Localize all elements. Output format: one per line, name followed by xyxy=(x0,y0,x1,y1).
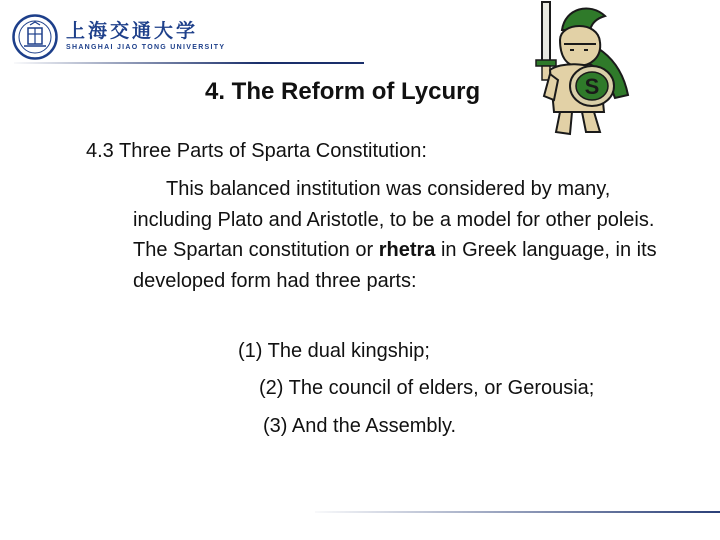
list-item-3: (3) And the Assembly. xyxy=(263,415,457,437)
logo-chinese-name: 上海交通大学 xyxy=(66,20,199,42)
logo-english-name: SHANGHAI JIAO TONG UNIVERSITY xyxy=(66,44,226,51)
list-item-2: (2) The council of elders, or Gerousia; xyxy=(259,377,595,399)
paragraph-text-start: This balanced institution was considered by many, including Plato and Aristotle, to be a model for other poleis. The Spartan constitution or xyxy=(133,178,655,261)
university-logo xyxy=(12,14,226,60)
slide-title: 4. The Reform of Lycurg xyxy=(205,78,481,105)
header-divider xyxy=(14,62,364,64)
university-seal-icon xyxy=(12,14,58,60)
shield-letter: S xyxy=(584,74,600,99)
paragraph-text-end: in Greek language, in its developed form had three parts: xyxy=(133,239,657,292)
footer-divider xyxy=(315,511,720,513)
section-subtitle: 4.3 Three Parts of Sparta Constitution: xyxy=(86,140,427,162)
body-paragraph xyxy=(133,174,678,296)
list-item-1: (1) The dual kingship; xyxy=(238,340,430,362)
paragraph-bold-term: rhetra xyxy=(378,239,436,261)
spartan-mascot-icon xyxy=(520,0,630,140)
